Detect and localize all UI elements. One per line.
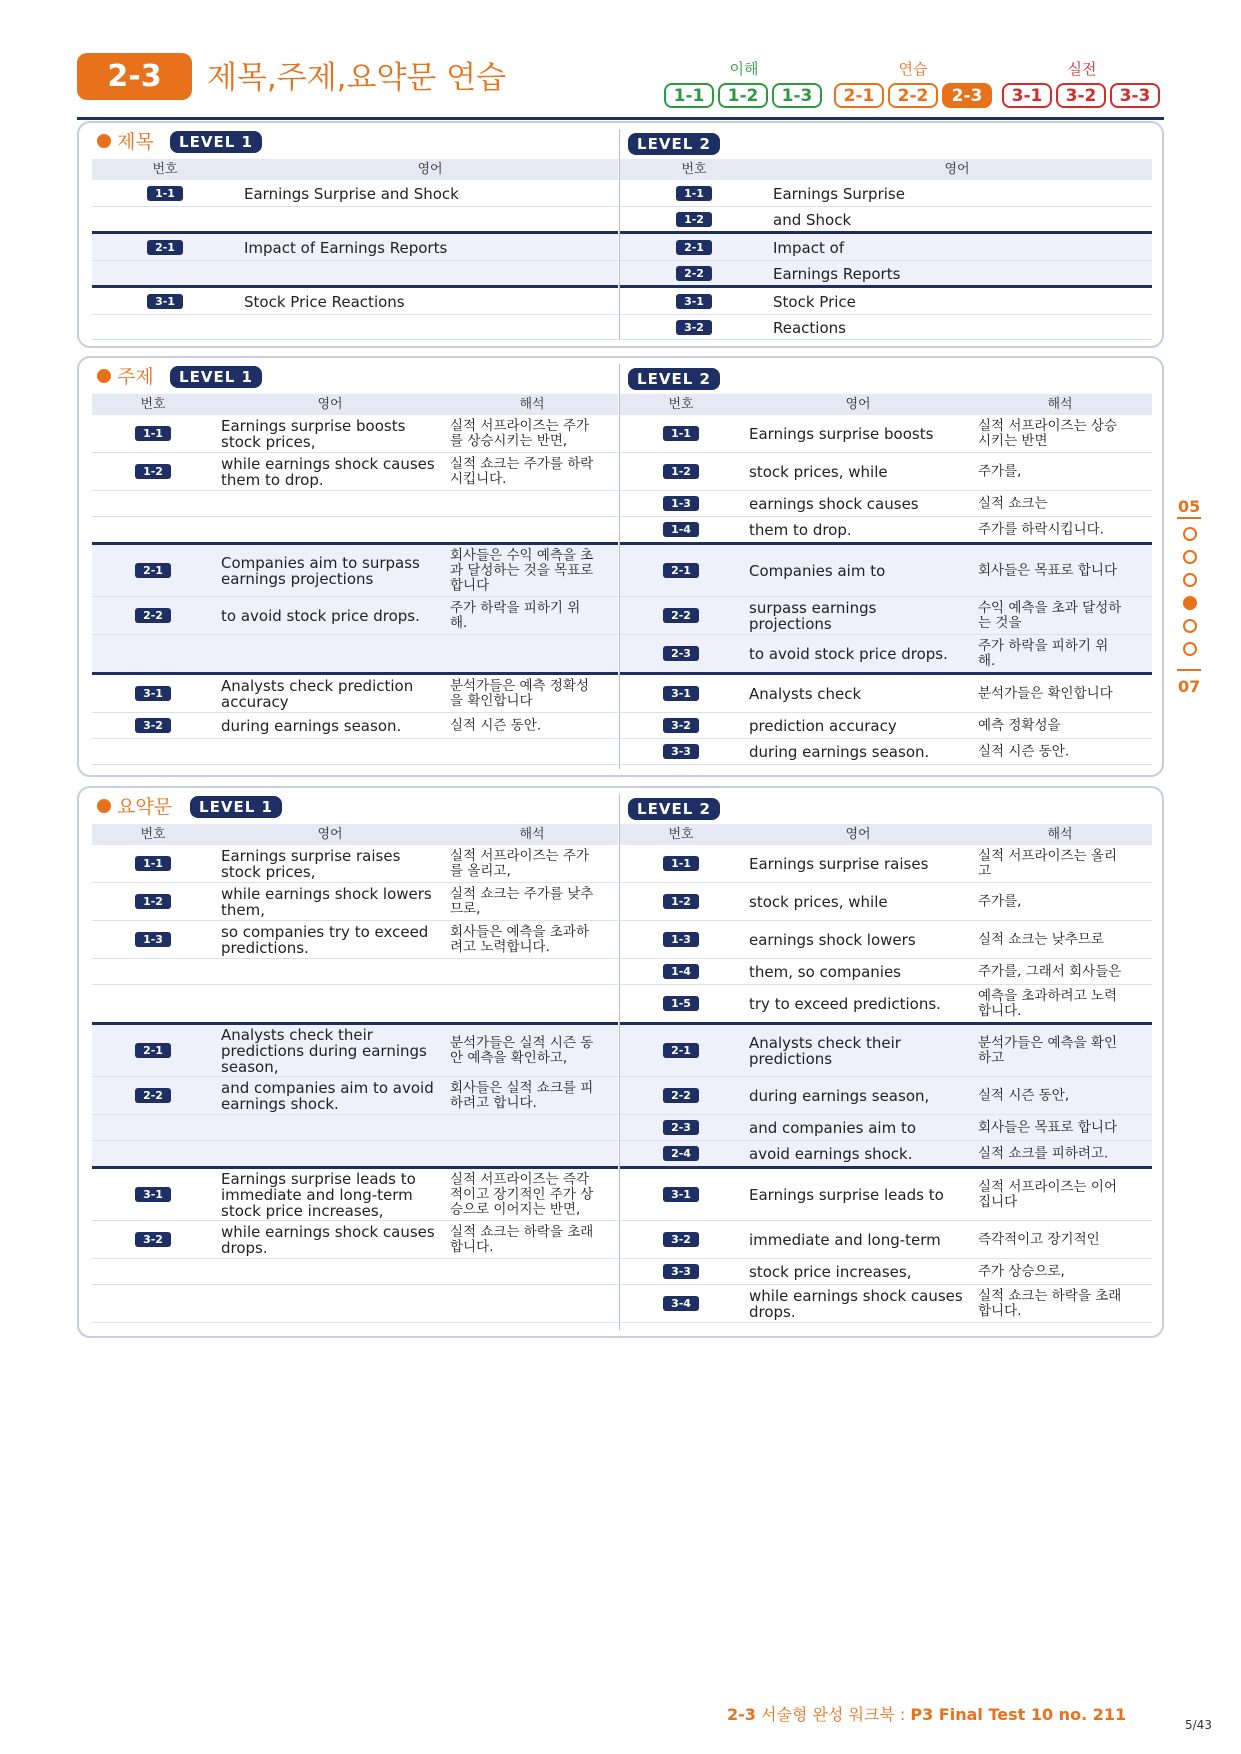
row-number-badge: 1-1 bbox=[663, 856, 699, 871]
column-header-num: 번호 bbox=[140, 397, 166, 412]
row-number-badge: 3-1 bbox=[147, 294, 183, 309]
row-number-badge: 1-2 bbox=[676, 212, 712, 227]
english-text: earnings shock lowers bbox=[749, 931, 916, 949]
english-text: stock prices, while bbox=[749, 463, 888, 481]
level2-badge: LEVEL 2 bbox=[628, 798, 720, 820]
row-number-badge: 2-1 bbox=[135, 1043, 171, 1058]
english-text: during earnings season. bbox=[221, 717, 402, 735]
english-text: Stock Price Reactions bbox=[244, 292, 405, 311]
english-text: Analysts check bbox=[749, 685, 862, 703]
korean-translation: 주가를, bbox=[978, 463, 1022, 480]
korean-translation: 분석가들은 예측을 확인 하고 bbox=[978, 1035, 1117, 1066]
table-row bbox=[92, 491, 618, 517]
english-text: Earnings Reports bbox=[773, 264, 901, 283]
nav-group-label: 이해 bbox=[729, 60, 759, 78]
column-header-kor: 해석 bbox=[519, 827, 545, 842]
row-number-badge: 1-3 bbox=[663, 932, 699, 947]
theme_section-label-text: 주제 bbox=[117, 366, 154, 388]
korean-translation: 분석가들은 확인합니다 bbox=[978, 685, 1113, 702]
row-number-badge: 1-3 bbox=[135, 932, 171, 947]
korean-translation: 실적 서프라이즈는 주가 를 올리고, bbox=[450, 848, 589, 879]
table-row bbox=[92, 1285, 618, 1323]
english-text: Earnings surprise raises bbox=[749, 855, 929, 873]
row-number-badge: 2-2 bbox=[663, 608, 699, 623]
row-number-badge: 2-3 bbox=[663, 646, 699, 661]
page-number: 5/43 bbox=[1185, 1718, 1212, 1732]
nav-pill-3-2[interactable]: 3-2 bbox=[1056, 83, 1106, 108]
english-text: Earnings surprise leads to bbox=[749, 1186, 944, 1204]
english-text: Earnings surprise boosts bbox=[749, 425, 934, 443]
english-text: Earnings surprise boosts stock prices, bbox=[221, 417, 406, 451]
row-number-badge: 1-2 bbox=[663, 894, 699, 909]
row-number-badge: 1-1 bbox=[147, 186, 183, 201]
english-text: Earnings Surprise bbox=[773, 184, 905, 203]
row-number-badge: 1-4 bbox=[663, 522, 699, 537]
row-number-badge: 1-2 bbox=[135, 464, 171, 479]
nav-pill-2-3[interactable]: 2-3 bbox=[942, 83, 992, 108]
summary_section-label bbox=[97, 792, 172, 819]
korean-translation: 주가 하락을 피하기 위 해. bbox=[978, 638, 1109, 669]
column-header-num: 번호 bbox=[668, 397, 694, 412]
row-number-badge: 3-2 bbox=[135, 1232, 171, 1247]
korean-translation: 실적 서프라이즈는 즉각 적이고 장기적인 주가 상 승으로 이어지는 반면, bbox=[450, 1171, 594, 1218]
row-number-badge: 1-2 bbox=[135, 894, 171, 909]
table-row bbox=[92, 1259, 618, 1285]
column-header-eng: 영어 bbox=[845, 827, 871, 842]
korean-translation: 주가를, bbox=[978, 893, 1022, 910]
column-header-num: 번호 bbox=[668, 827, 694, 842]
korean-translation: 실적 시즌 동안. bbox=[450, 717, 542, 734]
nav-pill-2-1[interactable]: 2-1 bbox=[834, 83, 884, 108]
row-number-badge: 1-4 bbox=[663, 964, 699, 979]
nav-group-label: 실전 bbox=[1067, 60, 1097, 78]
row-number-badge: 1-1 bbox=[135, 856, 171, 871]
english-text: to avoid stock price drops. bbox=[749, 645, 948, 663]
bullet-icon bbox=[97, 134, 111, 148]
row-number-badge: 1-1 bbox=[135, 426, 171, 441]
english-text: Analysts check their predictions bbox=[749, 1034, 901, 1068]
english-text: during earnings season. bbox=[749, 743, 930, 761]
english-text: Analysts check their predictions during earnings season, bbox=[221, 1026, 427, 1076]
table-row bbox=[92, 517, 618, 543]
english-text: while earnings shock lowers them, bbox=[221, 885, 432, 919]
footer-code: 2-3 bbox=[727, 1705, 756, 1724]
footer bbox=[727, 1702, 1126, 1725]
english-text: and companies aim to avoid earnings shock. bbox=[221, 1079, 434, 1113]
level1-table-header bbox=[92, 824, 618, 845]
row-number-badge: 2-2 bbox=[676, 266, 712, 281]
table-row bbox=[92, 315, 618, 340]
header-divider bbox=[77, 117, 1164, 120]
korean-translation: 실적 서프라이즈는 주가 를 상승시키는 반면, bbox=[450, 418, 589, 449]
table-row bbox=[92, 959, 618, 985]
nav-pill-3-3[interactable]: 3-3 bbox=[1110, 83, 1160, 108]
english-text: and companies aim to bbox=[749, 1119, 917, 1137]
summary_section-label-text: 요약문 bbox=[117, 796, 173, 818]
table-row bbox=[92, 1141, 618, 1167]
row-number-badge: 1-1 bbox=[676, 186, 712, 201]
korean-translation: 회사들은 수익 예측을 초 과 달성하는 것을 목표로 합니다 bbox=[450, 547, 594, 594]
english-text: stock prices, while bbox=[749, 893, 888, 911]
english-text: while earnings shock causes drops. bbox=[749, 1287, 963, 1321]
korean-translation: 실적 쇼크는 하락을 초래 합니다. bbox=[450, 1224, 594, 1255]
english-text: avoid earnings shock. bbox=[749, 1145, 913, 1163]
korean-translation: 주가를 하락시킵니다. bbox=[978, 521, 1104, 538]
row-number-badge: 3-2 bbox=[663, 1232, 699, 1247]
row-number-badge: 2-2 bbox=[663, 1088, 699, 1103]
table-row bbox=[92, 261, 618, 286]
korean-translation: 분석가들은 예측 정확성 을 확인합니다 bbox=[450, 678, 589, 709]
footer-workbook: 서술형 완성 워크북 : bbox=[755, 1705, 911, 1724]
level2-table-header bbox=[620, 824, 1152, 845]
english-text: to avoid stock price drops. bbox=[221, 607, 420, 625]
korean-translation: 실적 쇼크는 bbox=[978, 495, 1048, 512]
level2-badge: LEVEL 2 bbox=[628, 133, 720, 155]
korean-translation: 즉각적이고 장기적인 bbox=[978, 1231, 1100, 1248]
chapter-dot bbox=[1183, 642, 1197, 656]
english-text: Companies aim to surpass earnings projections bbox=[221, 554, 420, 588]
korean-translation: 수익 예측을 초과 달성하 는 것을 bbox=[978, 600, 1122, 631]
nav-pill-3-1[interactable]: 3-1 bbox=[1002, 83, 1052, 108]
nav-pill-1-1[interactable]: 1-1 bbox=[664, 83, 714, 108]
korean-translation: 실적 쇼크는 주가를 하락 시킵니다. bbox=[450, 456, 594, 487]
row-number-badge: 2-1 bbox=[676, 240, 712, 255]
english-text: Earnings Surprise and Shock bbox=[244, 184, 459, 203]
row-number-badge: 2-2 bbox=[135, 1088, 171, 1103]
english-text: while earnings shock causes drops. bbox=[221, 1223, 435, 1257]
korean-translation: 주가를, 그래서 회사들은 bbox=[978, 963, 1122, 980]
row-number-badge: 3-3 bbox=[663, 1264, 699, 1279]
korean-translation: 분석가들은 실적 시즌 동 안 예측을 확인하고, bbox=[450, 1035, 594, 1066]
section-badge: 2-3 bbox=[77, 53, 192, 100]
english-text: them, so companies bbox=[749, 963, 901, 981]
korean-translation: 실적 쇼크는 낮추므로 bbox=[978, 931, 1104, 948]
korean-translation: 회사들은 목표로 합니다 bbox=[978, 562, 1117, 579]
english-text: Reactions bbox=[773, 318, 846, 337]
chapter-dot bbox=[1183, 619, 1197, 633]
row-number-badge: 3-1 bbox=[663, 686, 699, 701]
row-number-badge: 3-1 bbox=[663, 1187, 699, 1202]
level1-table-header bbox=[92, 394, 618, 415]
level1-table-header bbox=[92, 159, 618, 180]
row-number-badge: 3-1 bbox=[676, 294, 712, 309]
bullet-icon bbox=[97, 369, 111, 383]
table-row bbox=[92, 635, 618, 673]
english-text: while earnings shock causes them to drop. bbox=[221, 455, 435, 489]
korean-translation: 실적 서프라이즈는 상승 시키는 반면 bbox=[978, 418, 1117, 449]
korean-translation: 실적 쇼크는 주가를 낮추 므로, bbox=[450, 886, 594, 917]
english-text: so companies try to exceed predictions. bbox=[221, 923, 429, 957]
english-text: them to drop. bbox=[749, 521, 852, 539]
english-text: Impact of Earnings Reports bbox=[244, 238, 448, 257]
column-header-eng: 영어 bbox=[417, 162, 443, 177]
row-number-badge: 2-1 bbox=[147, 240, 183, 255]
column-header-kor: 해석 bbox=[1047, 397, 1073, 412]
english-text: during earnings season, bbox=[749, 1087, 930, 1105]
english-text: earnings shock causes bbox=[749, 495, 919, 513]
table-row bbox=[92, 739, 618, 765]
title_section-label bbox=[97, 127, 154, 154]
english-text: Stock Price bbox=[773, 292, 856, 311]
row-number-badge: 2-3 bbox=[663, 1120, 699, 1135]
column-header-num: 번호 bbox=[681, 162, 707, 177]
korean-translation: 실적 시즌 동안, bbox=[978, 1087, 1070, 1104]
level1-badge: LEVEL 1 bbox=[190, 796, 282, 818]
korean-translation: 실적 서프라이즈는 올리 고 bbox=[978, 848, 1117, 879]
english-text: Analysts check prediction accuracy bbox=[221, 677, 414, 711]
table-row bbox=[92, 985, 618, 1023]
bullet-icon bbox=[97, 799, 111, 813]
korean-translation: 회사들은 실적 쇼크를 피 하려고 합니다. bbox=[450, 1080, 594, 1111]
korean-translation: 예측을 초과하려고 노력 합니다. bbox=[978, 988, 1117, 1019]
row-number-badge: 1-5 bbox=[663, 996, 699, 1011]
english-text: Earnings surprise raises stock prices, bbox=[221, 847, 401, 881]
chapter-dot bbox=[1183, 573, 1197, 587]
english-text: Companies aim to bbox=[749, 562, 886, 580]
chapter-dot bbox=[1183, 550, 1197, 564]
column-header-num: 번호 bbox=[152, 162, 178, 177]
row-number-badge: 2-2 bbox=[135, 608, 171, 623]
korean-translation: 회사들은 목표로 합니다 bbox=[978, 1119, 1117, 1136]
side-tab-line bbox=[1177, 517, 1201, 519]
english-text: Earnings surprise leads to immediate and long-term stock price increases, bbox=[221, 1170, 416, 1220]
nav-group-label: 연습 bbox=[898, 60, 928, 78]
korean-translation: 회사들은 예측을 초과하 려고 노력합니다. bbox=[450, 924, 589, 955]
column-header-eng: 영어 bbox=[944, 162, 970, 177]
english-text: surpass earnings projections bbox=[749, 599, 877, 633]
row-number-badge: 1-3 bbox=[663, 496, 699, 511]
nav-pill-2-2[interactable]: 2-2 bbox=[888, 83, 938, 108]
english-text: immediate and long-term bbox=[749, 1231, 941, 1249]
table-row bbox=[92, 1115, 618, 1141]
korean-translation: 주가 상승으로, bbox=[978, 1263, 1065, 1280]
english-text: stock price increases, bbox=[749, 1263, 912, 1281]
korean-translation: 실적 시즌 동안. bbox=[978, 743, 1070, 760]
level1-badge: LEVEL 1 bbox=[170, 131, 262, 153]
current-chapter-dot bbox=[1183, 596, 1197, 610]
row-number-badge: 3-2 bbox=[676, 320, 712, 335]
level2-table-header bbox=[620, 159, 1152, 180]
row-number-badge: 2-4 bbox=[663, 1146, 699, 1161]
row-number-badge: 2-1 bbox=[135, 563, 171, 578]
row-number-badge: 2-1 bbox=[663, 563, 699, 578]
column-header-eng: 영어 bbox=[317, 827, 343, 842]
english-text: and Shock bbox=[773, 210, 852, 229]
row-number-badge: 3-2 bbox=[663, 718, 699, 733]
korean-translation: 주가 하락을 피하기 위 해. bbox=[450, 600, 581, 631]
column-header-eng: 영어 bbox=[317, 397, 343, 412]
side-tab-line bbox=[1177, 669, 1201, 671]
column-header-kor: 해석 bbox=[1047, 827, 1073, 842]
level2-table-header bbox=[620, 394, 1152, 415]
row-number-badge: 3-4 bbox=[663, 1296, 699, 1311]
english-text: prediction accuracy bbox=[749, 717, 897, 735]
title_section-label-text: 제목 bbox=[117, 131, 154, 153]
korean-translation: 예측 정확성을 bbox=[978, 717, 1061, 734]
korean-translation: 실적 쇼크는 하락을 초래 합니다. bbox=[978, 1288, 1122, 1319]
row-number-badge: 3-2 bbox=[135, 718, 171, 733]
row-number-badge: 1-1 bbox=[663, 426, 699, 441]
chapter-dot bbox=[1183, 527, 1197, 541]
row-number-badge: 2-1 bbox=[663, 1043, 699, 1058]
column-header-num: 번호 bbox=[140, 827, 166, 842]
english-text: try to exceed predictions. bbox=[749, 995, 941, 1013]
side-tab-bottom-number: 07 bbox=[1178, 677, 1201, 696]
korean-translation: 실적 쇼크를 피하려고. bbox=[978, 1145, 1109, 1162]
side-tab-top-number: 05 bbox=[1178, 497, 1201, 516]
nav-pill-1-3[interactable]: 1-3 bbox=[772, 83, 822, 108]
column-header-eng: 영어 bbox=[845, 397, 871, 412]
theme_section-label bbox=[97, 362, 154, 389]
page-title: 제목,주제,요약문 연습 bbox=[207, 60, 507, 96]
row-number-badge: 3-1 bbox=[135, 1187, 171, 1202]
english-text: Impact of bbox=[773, 238, 845, 257]
level2-badge: LEVEL 2 bbox=[628, 368, 720, 390]
table-row bbox=[92, 207, 618, 232]
row-number-badge: 1-2 bbox=[663, 464, 699, 479]
level1-badge: LEVEL 1 bbox=[170, 366, 262, 388]
footer-test: P3 Final Test 10 no. 211 bbox=[910, 1705, 1127, 1724]
row-number-badge: 3-1 bbox=[135, 686, 171, 701]
nav-pill-1-2[interactable]: 1-2 bbox=[718, 83, 768, 108]
column-header-kor: 해석 bbox=[519, 397, 545, 412]
korean-translation: 실적 서프라이즈는 이어 집니다 bbox=[978, 1179, 1117, 1210]
row-number-badge: 3-3 bbox=[663, 744, 699, 759]
